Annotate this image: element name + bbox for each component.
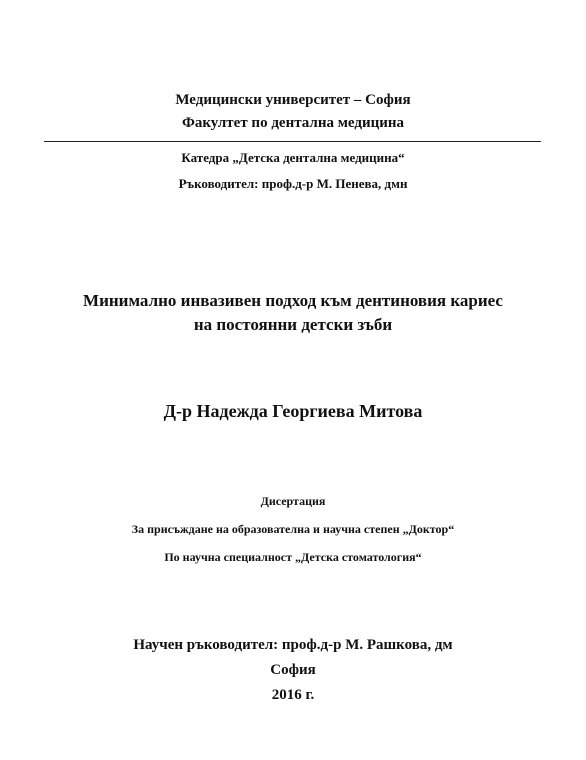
specialty-statement: По научна специалност „Детска стоматология“ bbox=[164, 550, 422, 564]
scientific-supervisor: Научен ръководител: проф.д-р М. Рашкова, дм bbox=[133, 637, 453, 653]
degree-statement: За присъждане на образователна и научна степен „Доктор“ bbox=[131, 522, 455, 536]
author-name: Д-р Надежда Георгиева Митова bbox=[163, 401, 423, 421]
dissertation-title-line-2: на постоянни детски зъби bbox=[193, 315, 393, 334]
university-name: Медицински университет – София bbox=[175, 92, 411, 108]
city: София bbox=[270, 662, 316, 678]
dissertation-title-line-1: Минимално инвазивен подход към дентиновия кариес bbox=[83, 291, 503, 310]
dissertation-label: Дисертация bbox=[260, 494, 326, 508]
faculty-name: Факултет по дентална медицина bbox=[181, 115, 405, 131]
header-divider bbox=[44, 141, 541, 142]
year: 2016 г. bbox=[271, 687, 315, 703]
department-name: Катедра „Детска дентална медицина“ bbox=[181, 150, 405, 165]
department-head: Ръководител: проф.д-р М. Пенева, дмн bbox=[178, 176, 408, 191]
